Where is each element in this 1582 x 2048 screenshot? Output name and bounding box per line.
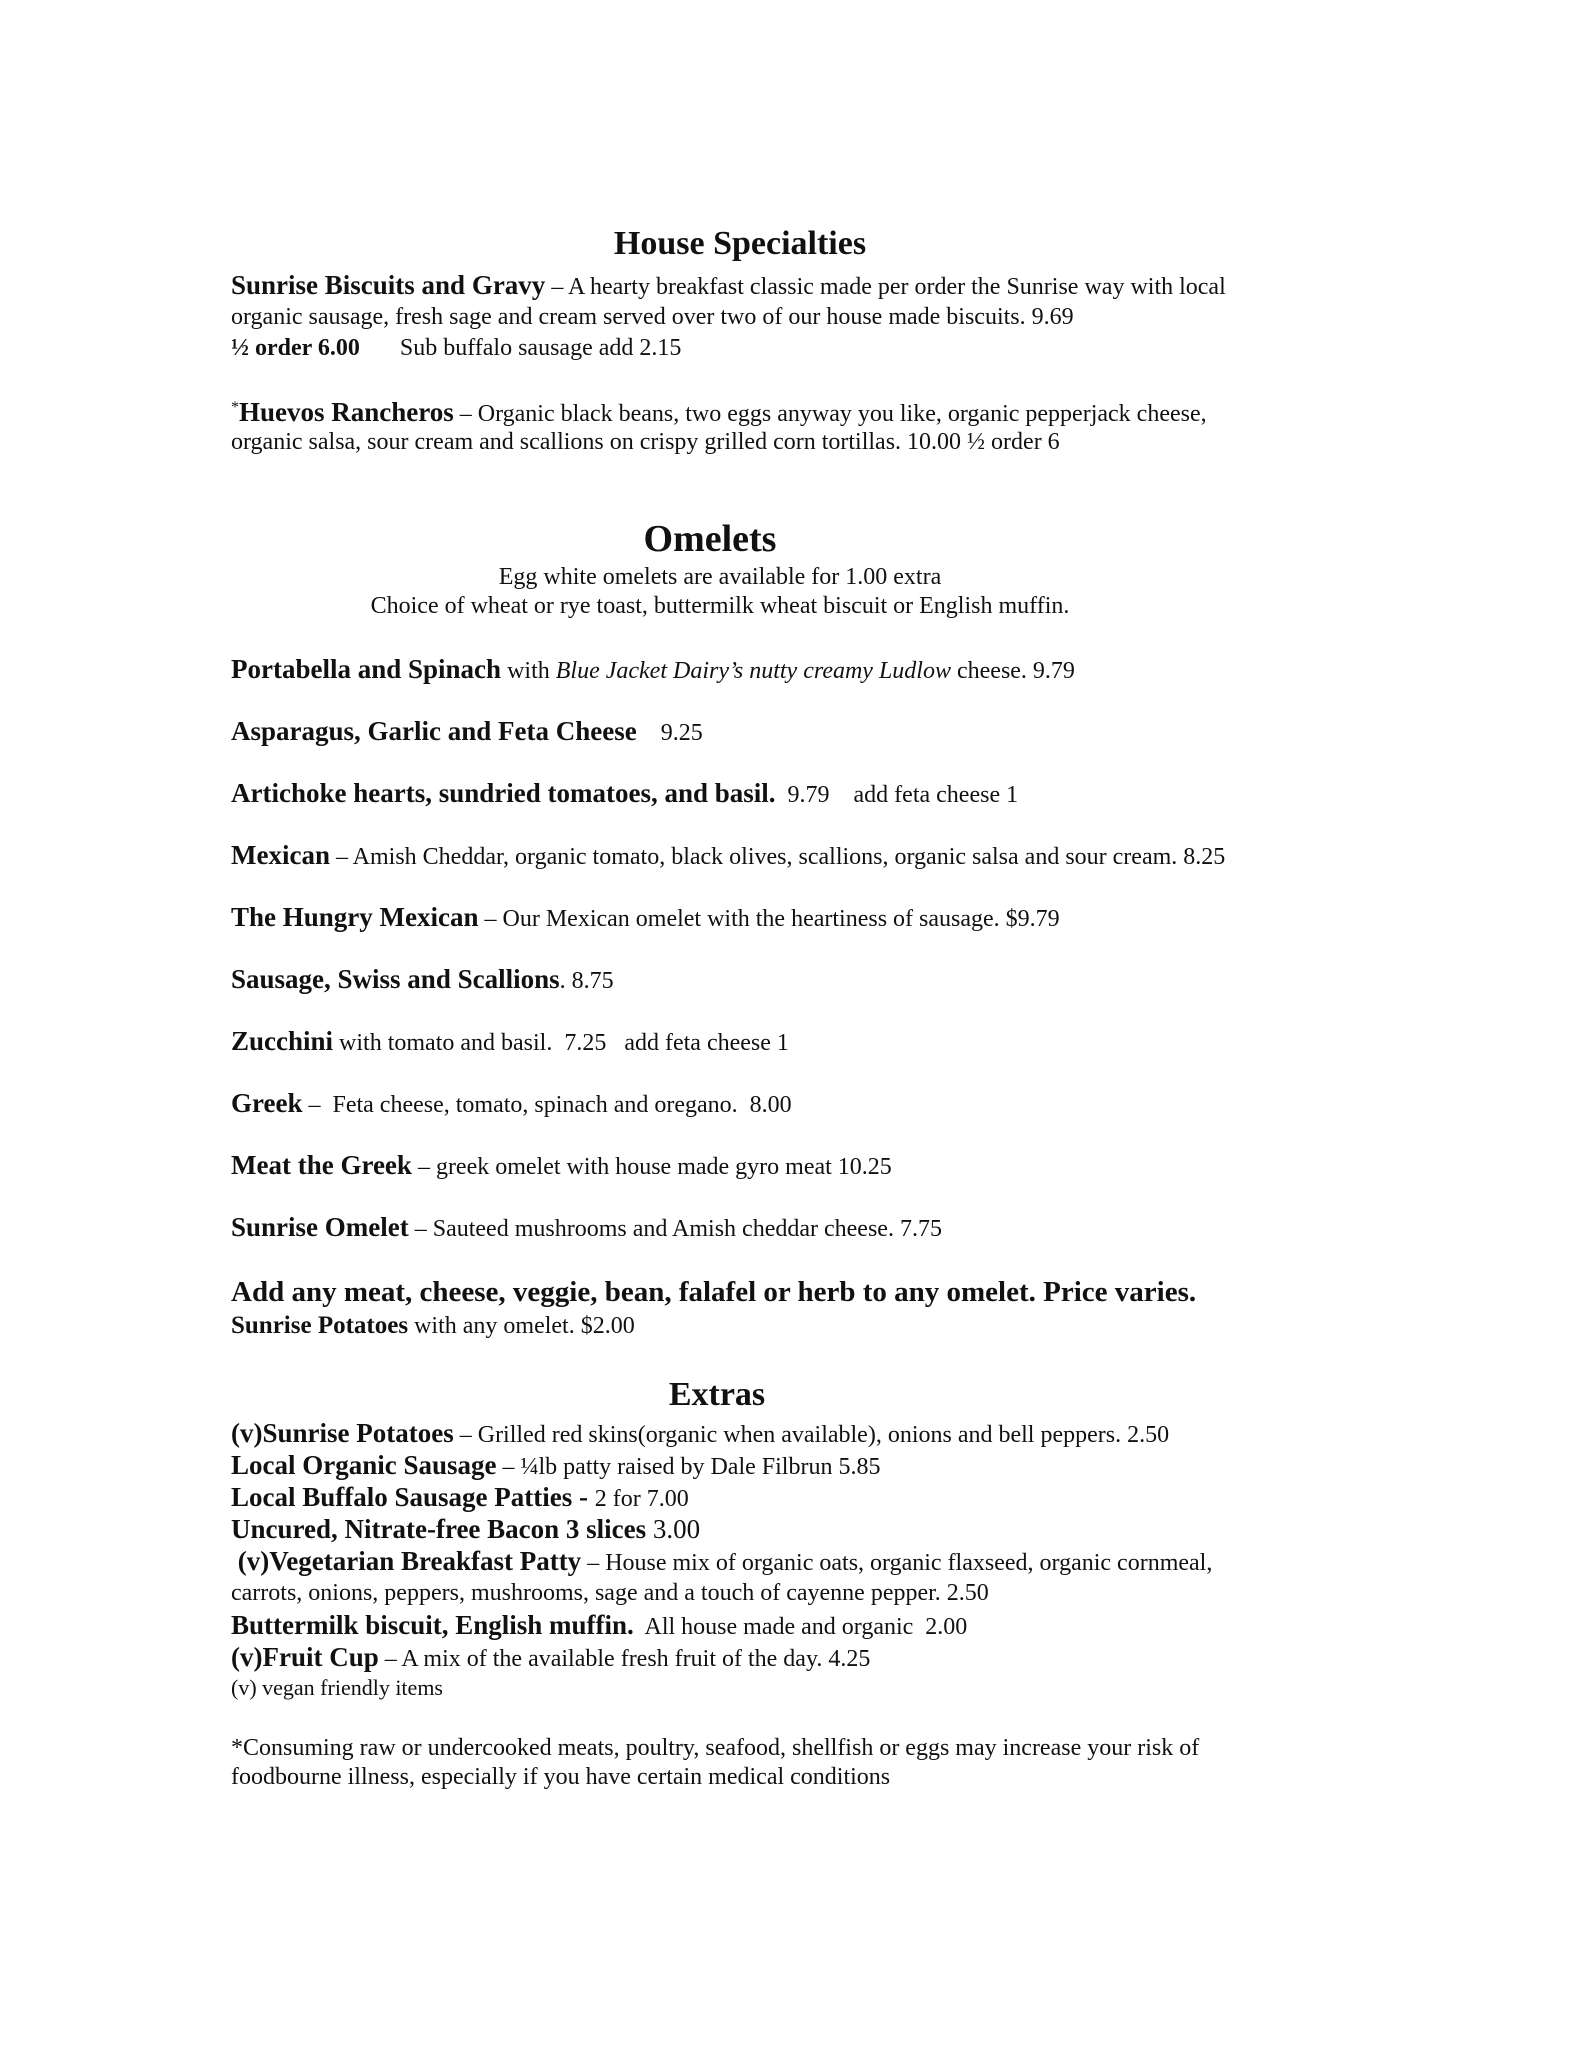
item-desc: – Grilled red skins(organic when available), onions and bell peppers. 2.50 (453, 1422, 1170, 1448)
omelet-item (231, 654, 1075, 686)
item-desc: – A hearty breakfast classic made per order the Sunrise way with local (545, 274, 1226, 300)
item-desc: 3.00 (646, 1514, 701, 1544)
item-desc: 9.79 add feta cheese 1 (775, 782, 1019, 808)
omelets-title: Omelets (643, 518, 777, 560)
item-desc: – greek omelet with house made gyro meat 10.25 (411, 1154, 892, 1180)
asterisk: * (231, 399, 239, 416)
item-name: The Hungry Mexican (231, 902, 479, 932)
item-name: Zucchini (231, 1026, 334, 1056)
sub-note: Sub buffalo sausage add 2.15 (399, 335, 682, 361)
extra-item (231, 1482, 689, 1514)
omelet-item (231, 1088, 792, 1120)
item-desc: – Amish Cheddar, organic tomato, black olives, scallions, organic salsa and sour cream. 8.25 (329, 844, 1226, 870)
half-order: ½ order 6.00 (231, 335, 360, 361)
item-name: Meat the Greek (231, 1150, 412, 1180)
item-desc: – Feta cheese, tomato, spinach and oregano. 8.00 (302, 1092, 792, 1118)
item-desc: All house made and organic 2.00 (633, 1614, 968, 1640)
vegan-note: (v) vegan friendly items (231, 1675, 443, 1700)
extras-title: Extras (668, 1376, 766, 1413)
item-name: Artichoke hearts, sundried tomatoes, and basil. (231, 778, 776, 808)
item-name: Mexican (231, 840, 330, 870)
item-desc: – Our Mexican omelet with the heartiness of sausage. $9.79 (478, 906, 1060, 932)
item-desc: with tomato and basil. 7.25 add feta cheese 1 (333, 1030, 789, 1056)
extra-item (231, 1642, 870, 1674)
omelet-item (231, 716, 703, 748)
item-desc: – Sauteed mushrooms and Amish cheddar cheese. 7.75 (408, 1216, 942, 1242)
extra-item (231, 1610, 967, 1642)
item-name: Sunrise Biscuits and Gravy (231, 270, 546, 300)
extra-item (231, 1546, 1212, 1578)
item-name: Uncured, Nitrate-free Bacon 3 slices (231, 1514, 647, 1544)
item-name: Sunrise Omelet (231, 1212, 409, 1242)
extra-item-continued: carrots, onions, peppers, mushrooms, sage and a touch of cayenne pepper. 2.50 (231, 1580, 989, 1606)
extra-item (231, 1450, 880, 1482)
house-specialties-title: House Specialties (613, 225, 867, 262)
cheese-name: Blue Jacket Dairy’s nutty creamy Ludlow (555, 658, 951, 684)
item-desc: 2 for 7.00 (594, 1486, 689, 1512)
omelets-note-1: Egg white omelets are available for 1.00 extra (498, 564, 942, 590)
item-name: Local Organic Sausage (231, 1450, 497, 1480)
item-name: Sausage, Swiss and Scallions (231, 964, 560, 994)
biscuits-line-1 (231, 270, 1226, 302)
item-name: Greek (231, 1088, 303, 1118)
item-desc: – House mix of organic oats, organic flaxseed, organic cornmeal, (581, 1550, 1213, 1576)
omelet-item (231, 840, 1225, 872)
disclaimer-line-2: foodbourne illness, especially if you have certain medical conditions (231, 1764, 891, 1790)
item-desc: – A mix of the available fresh fruit of the day. 4.25 (378, 1646, 871, 1672)
item-name: (v)Fruit Cup (231, 1642, 379, 1672)
huevos-line-2: organic salsa, sour cream and scallions on crispy grilled corn tortillas. 10.00 ½ order 6 (231, 429, 1060, 455)
item-desc: with any omelet. $2.00 (408, 1313, 635, 1339)
item-desc: 9.25 (636, 720, 703, 746)
item-name: Sunrise Potatoes (231, 1312, 409, 1339)
item-name: Local Buffalo Sausage Patties - (231, 1482, 595, 1512)
item-name: (v)Sunrise Potatoes (231, 1418, 454, 1448)
biscuits-line-2: organic sausage, fresh sage and cream served over two of our house made biscuits. 9.69 (231, 304, 1074, 330)
omelet-item (231, 778, 1018, 810)
potatoes-with-omelet (231, 1311, 635, 1341)
item-desc: – Organic black beans, two eggs anyway you like, organic pepperjack cheese, (453, 401, 1207, 427)
disclaimer-line-1: *Consuming raw or undercooked meats, poultry, seafood, shellfish or eggs may increase your risk of (231, 1735, 1200, 1761)
item-name: Buttermilk biscuit, English muffin. (231, 1610, 634, 1640)
add-any-note: Add any meat, cheese, veggie, bean, falafel or herb to any omelet. Price varies. (231, 1276, 1197, 1308)
omelets-note-2: Choice of wheat or rye toast, buttermilk wheat biscuit or English muffin. (370, 593, 1070, 619)
item-desc: . 8.75 (559, 968, 614, 994)
item-name: Huevos Rancheros (239, 397, 454, 427)
item-desc: – ¼lb patty raised by Dale Filbrun 5.85 (496, 1454, 881, 1480)
item-name: (v)Vegetarian Breakfast Patty (231, 1546, 582, 1576)
omelet-item (231, 902, 1060, 934)
item-desc: cheese. 9.79 (950, 658, 1075, 684)
extra-item (231, 1418, 1169, 1450)
huevos-line-1 (231, 393, 1207, 429)
extra-item (231, 1514, 700, 1546)
omelet-item (231, 964, 614, 996)
item-desc: with (501, 658, 556, 684)
item-name: Asparagus, Garlic and Feta Cheese (231, 716, 637, 746)
omelet-item (231, 1150, 892, 1182)
omelet-item (231, 1212, 942, 1244)
biscuits-line-3 (231, 333, 681, 363)
omelet-item (231, 1026, 789, 1058)
item-name: Portabella and Spinach (231, 654, 502, 684)
